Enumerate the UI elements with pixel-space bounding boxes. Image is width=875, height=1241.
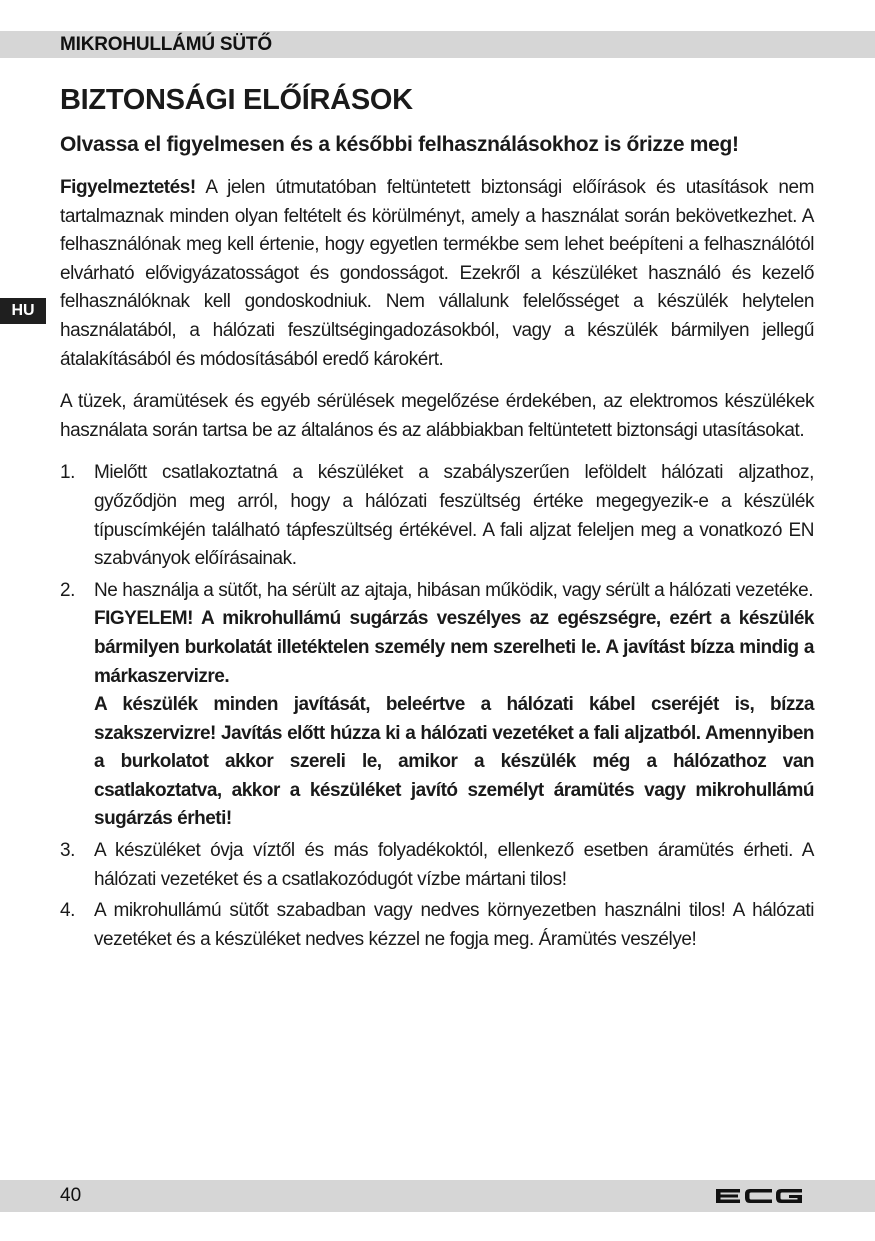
warning-text: FIGYELEM! A mikrohullámú sugárzás veszélyes az egészségre, ezért a készülék bármilyen burkolatát illetéktelen személy nem szerelheti le. A javítást bízza mindig a márkaszervizre. [94, 608, 814, 687]
warning-text: A készülék minden javítását, beleértve a hálózati kábel cseréjét is, bízza szakszervizre! Javítás előtt húzza ki a hálózati vezetéket a fali aljzatból. Amennyiben a burkolatot akkor szereli le, amikor a készülék még a hálózathoz van csatlakoztatva, akkor a készüléket javító személyt áramütés vagy mikrohullámú sugárzás érheti! [94, 694, 814, 830]
language-tab: HU [0, 298, 46, 324]
item-text: A mikrohullámú sütőt szabadban vagy nedves környezetben használni tilos! A hálózati vezetéket és a készüléket nedves kézzel ne fogja meg. Áramütés veszélye! [94, 900, 814, 950]
list-item [60, 837, 814, 894]
main-content [60, 80, 814, 957]
warning-label: Figyelmeztetés! [60, 177, 196, 198]
list-item [60, 577, 814, 834]
item-number: 2. [60, 579, 75, 601]
item-number: 3. [60, 840, 75, 862]
intro-paragraph [60, 174, 814, 374]
intro-text: A jelen útmutatóban feltüntetett biztonsági előírások és utasítások nem tartalmaznak minden olyan feltételt és körülményt, amely a használat során bekövetkezhet. A felhasználónak meg kell értenie, hogy egyetlen termékbe sem lehet beépíteni a felhasználótól elvárható elővigyázatosságot és gondosságot. Ezekről a készüléket használó és kezelő felhasználóknak kell gondoskodniuk. Nem vállalunk felelősséget a készülék helytelen használatából, a hálózati feszültségingadozásokból, vagy a készülék bármilyen jellegű átalakításából és módosításából eredő károkért. [60, 177, 814, 370]
general-paragraph: A tüzek, áramütések és egyéb sérülések megelőzése érdekében, az elektromos készülékek használata során tartsa be az általános és az alábbiakban feltüntetett biztonsági utasításokat. [60, 391, 814, 441]
subtitle: Olvassa el figyelmesen és a későbbi felhasználásokhoz is őrizze meg! [60, 133, 739, 156]
page-number: 40 [60, 1185, 82, 1206]
list-item [60, 897, 814, 954]
ecg-logo-icon [714, 1186, 804, 1206]
item-text: Mielőtt csatlakoztatná a készüléket a szabályszerűen leföldelt hálózati aljzathoz, győződjön meg arról, hogy a hálózati feszültség értéke megegyezik-e a készülék típuscímkéjén található tápfeszültség értékével. A fali aljzat feleljen meg a vonatkozó EN szabványok előírásainak. [94, 462, 814, 570]
item-number: 4. [60, 900, 75, 922]
item-text: A készüléket óvja víztől és más folyadékoktól, ellenkező esetben áramütés érheti. A hálózati vezetéket és a csatlakozódugót vízbe mártani tilos! [94, 840, 814, 890]
safety-list [60, 459, 814, 954]
list-item [60, 459, 814, 573]
section-title: BIZTONSÁGI ELŐÍRÁSOK [60, 84, 413, 116]
item-number: 1. [60, 462, 75, 484]
header-title: MIKROHULLÁMÚ SÜTŐ [60, 34, 272, 55]
item-text: Ne használja a sütőt, ha sérült az ajtaja, hibásan működik, vagy sérült a hálózati vezetéke. [94, 579, 814, 601]
